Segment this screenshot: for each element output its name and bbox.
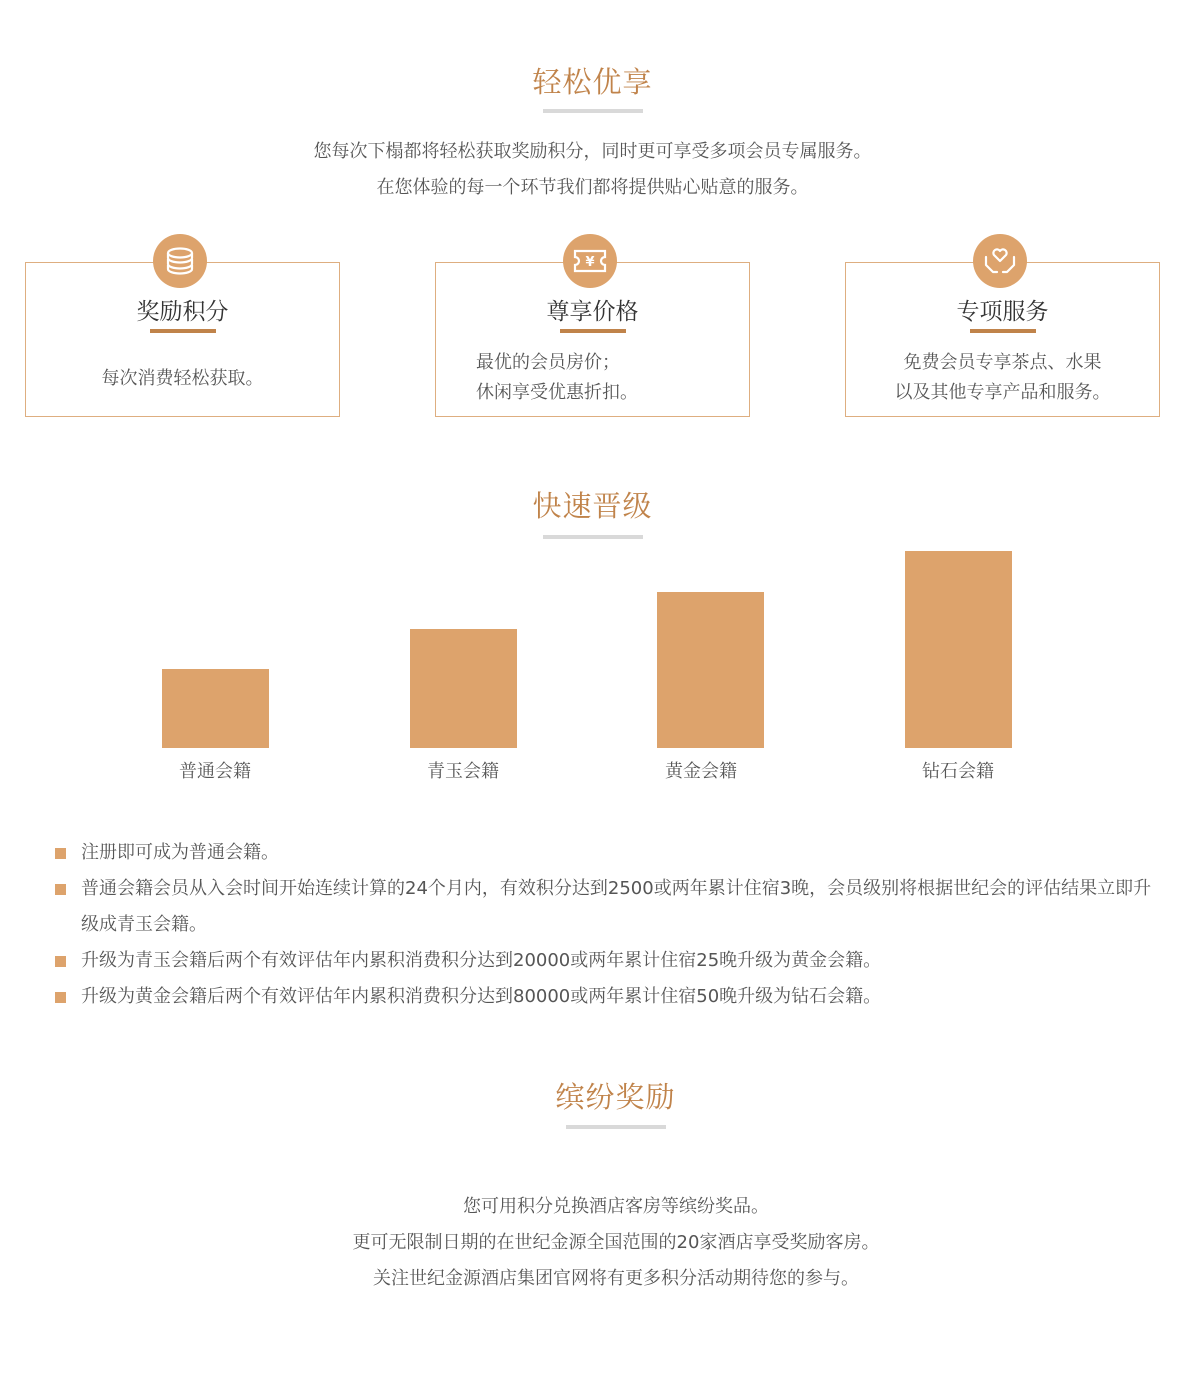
- chart-bar: [162, 669, 269, 748]
- card-reward-points: [25, 262, 340, 417]
- card-text-line-2: 休闲享受优惠折扣。: [476, 382, 638, 403]
- section-divider: [543, 535, 643, 539]
- card-description: [846, 348, 1159, 408]
- list-item: [55, 871, 1155, 943]
- upgrade-rules-list: [55, 835, 1155, 1015]
- rule-text: 注册即可成为普通会籍。: [81, 842, 279, 863]
- section-title-easy-enjoy: 轻松优享: [532, 65, 653, 99]
- card-description: [26, 364, 339, 394]
- intro-line-1: 您每次下榻都将轻松获取奖励积分，同时更可享受多项会员专属服务。: [313, 141, 872, 162]
- card-title-underline: [150, 329, 216, 333]
- list-item: [55, 835, 1155, 871]
- chart-category-label: 青玉会籍: [427, 761, 499, 782]
- heart-hands-icon: [973, 234, 1027, 288]
- card-title-underline: [970, 329, 1036, 333]
- rewards-line-2: 更可无限制日期的在世纪金源全国范围的20家酒店享受奖励客房。: [352, 1232, 880, 1253]
- bullet-square-icon: [55, 848, 66, 859]
- rule-text: 普通会籍会员从入会时间开始连续计算的24个月内，有效积分达到2500或两年累计住宿3晚，会员级别将根据世纪会的评估结果立即升级成青玉会籍。: [81, 878, 1152, 935]
- chart-category-label: 钻石会籍: [922, 761, 994, 782]
- section-divider: [566, 1125, 666, 1129]
- bullet-square-icon: [55, 992, 66, 1003]
- card-text-line-1: 免费会员专享茶点、水果: [903, 352, 1102, 373]
- card-text-line-1: 每次消费轻松获取。: [101, 368, 264, 389]
- chart-bar: [905, 551, 1012, 748]
- rewards-line-1: 您可用积分兑换酒店客房等缤纷奖品。: [463, 1196, 769, 1217]
- section-title-fast-upgrade: 快速晋级: [532, 489, 653, 523]
- section-divider: [543, 109, 643, 113]
- card-special-services: [845, 262, 1160, 417]
- rule-text: 升级为青玉会籍后两个有效评估年内累积消费积分达到20000或两年累计住宿25晚升级为黄金会籍。: [81, 950, 882, 971]
- card-text-line-2: 以及其他专享产品和服务。: [894, 382, 1111, 403]
- chart-bar: [410, 629, 517, 748]
- card-title: 奖励积分: [136, 299, 229, 325]
- bullet-square-icon: [55, 884, 66, 895]
- svg-text:¥: ¥: [585, 255, 595, 270]
- chart-category-label: 黄金会籍: [665, 761, 737, 782]
- rule-text: 升级为黄金会籍后两个有效评估年内累积消费积分达到80000或两年累计住宿50晚升级为钻石会籍。: [81, 986, 882, 1007]
- coins-icon: [153, 234, 207, 288]
- card-text-line-1: 最优的会员房价；: [476, 352, 620, 373]
- card-description: [476, 348, 736, 408]
- intro-text: [0, 134, 1185, 206]
- list-item: [55, 943, 1155, 979]
- section-title-rich-rewards: 缤纷奖励: [555, 1080, 676, 1114]
- chart-bar: [657, 592, 764, 748]
- yen-ticket-icon: [563, 234, 617, 288]
- rewards-line-3: 关注世纪金源酒店集团官网将有更多积分活动期待您的参与。: [373, 1268, 859, 1289]
- card-exclusive-price: [435, 255, 750, 417]
- card-title: 尊享价格: [546, 299, 639, 325]
- chart-category-label: 普通会籍: [179, 761, 251, 782]
- card-title-underline: [560, 329, 626, 333]
- list-item: [55, 979, 1155, 1015]
- card-title: 专项服务: [956, 299, 1049, 325]
- intro-line-2: 在您体验的每一个环节我们都将提供贴心贴意的服务。: [376, 177, 809, 198]
- bullet-square-icon: [55, 956, 66, 967]
- rewards-text: [0, 1189, 1185, 1297]
